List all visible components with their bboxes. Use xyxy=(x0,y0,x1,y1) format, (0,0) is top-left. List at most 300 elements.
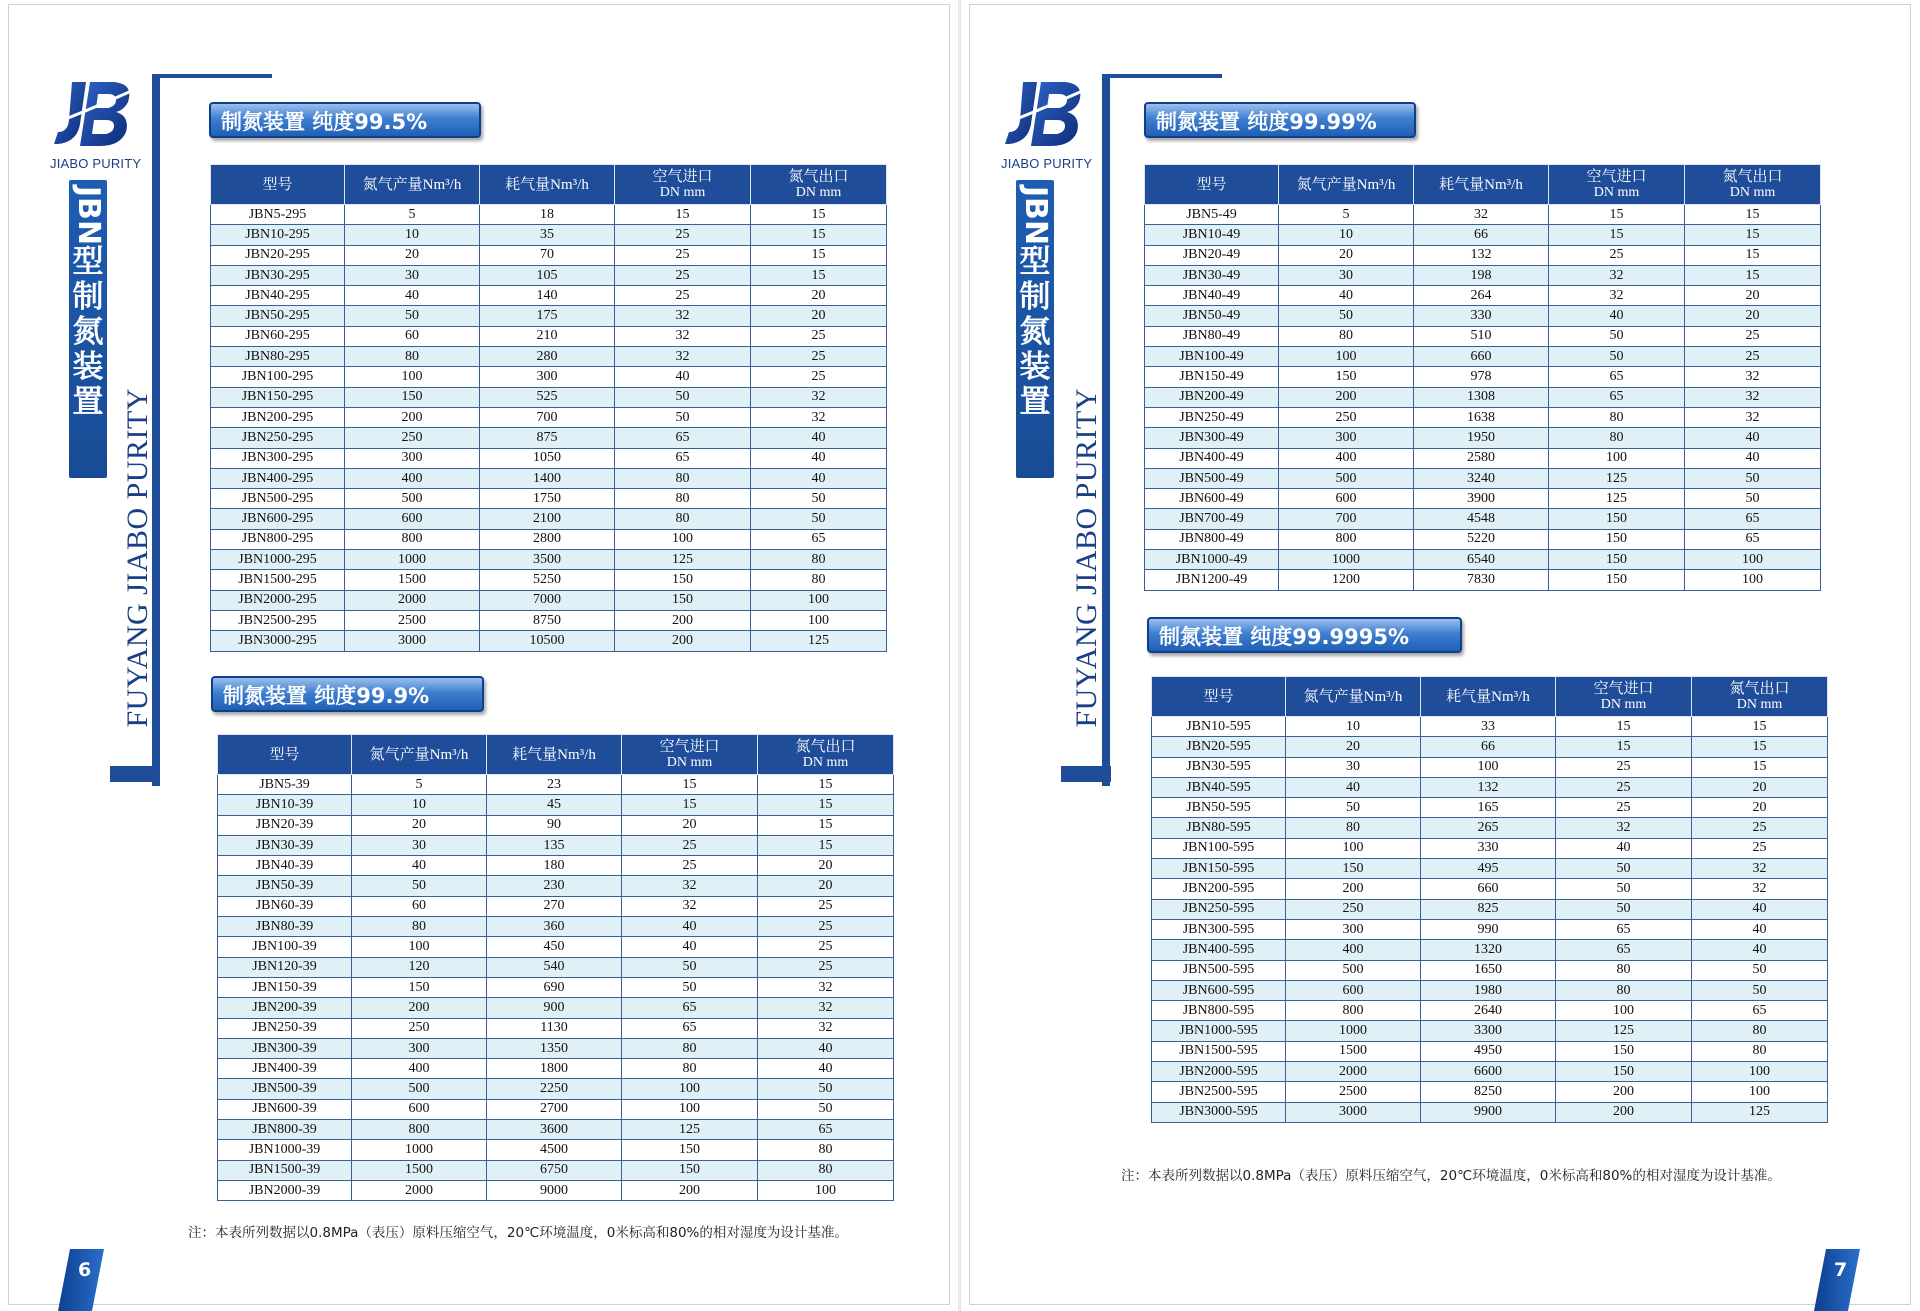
cell-n2-outlet: 32 xyxy=(1685,407,1821,427)
right-page xyxy=(961,0,1919,1311)
spec-table-99-5 xyxy=(210,164,887,652)
cell-n2-outlet: 15 xyxy=(758,795,894,815)
table-row xyxy=(1152,1082,1828,1102)
cell-model: JBN20-49 xyxy=(1145,245,1279,265)
cell-output: 800 xyxy=(352,1120,487,1140)
table-row xyxy=(211,489,887,509)
table-row xyxy=(211,448,887,468)
cell-consumption: 140 xyxy=(480,286,615,306)
cell-n2-outlet: 80 xyxy=(1692,1041,1828,1061)
cell-model: JBN700-49 xyxy=(1145,509,1279,529)
table-row xyxy=(1152,1021,1828,1041)
cell-output: 80 xyxy=(1279,326,1414,346)
table-row xyxy=(1145,428,1821,448)
cell-air-inlet: 80 xyxy=(615,509,751,529)
cell-n2-outlet: 80 xyxy=(751,550,887,570)
cell-air-inlet: 25 xyxy=(1556,777,1692,797)
cell-n2-outlet: 25 xyxy=(1692,838,1828,858)
cell-model: JBN800-49 xyxy=(1145,529,1279,549)
cell-output: 1500 xyxy=(1286,1041,1421,1061)
cell-model: JBN80-295 xyxy=(211,347,345,367)
cell-n2-outlet: 15 xyxy=(758,835,894,855)
cell-consumption: 105 xyxy=(480,265,615,285)
cell-output: 40 xyxy=(345,286,480,306)
cell-air-inlet: 80 xyxy=(1556,960,1692,980)
cell-consumption: 7830 xyxy=(1414,570,1549,590)
cell-model: JBN1000-595 xyxy=(1152,1021,1286,1041)
table-row xyxy=(211,367,887,387)
cell-n2-outlet: 32 xyxy=(751,387,887,407)
table-row xyxy=(218,795,894,815)
cell-n2-outlet: 15 xyxy=(1692,757,1828,777)
cell-n2-outlet: 40 xyxy=(1685,428,1821,448)
cell-n2-outlet: 32 xyxy=(758,1018,894,1038)
cell-output: 2000 xyxy=(345,590,480,610)
table-row xyxy=(218,1079,894,1099)
cell-n2-outlet: 65 xyxy=(1692,1001,1828,1021)
table-row xyxy=(211,509,887,529)
cell-output: 10 xyxy=(352,795,487,815)
cell-n2-outlet: 32 xyxy=(1685,367,1821,387)
table-row xyxy=(211,610,887,630)
cell-model: JBN150-595 xyxy=(1152,859,1286,879)
cell-model: JBN20-595 xyxy=(1152,737,1286,757)
table-row xyxy=(211,347,887,367)
cell-output: 500 xyxy=(1286,960,1421,980)
cell-model: JBN120-39 xyxy=(218,957,352,977)
cell-model: JBN30-295 xyxy=(211,265,345,285)
cell-model: JBN250-39 xyxy=(218,1018,352,1038)
cell-n2-outlet: 100 xyxy=(1692,1062,1828,1082)
cell-consumption: 2640 xyxy=(1421,1001,1556,1021)
cell-model: JBN100-39 xyxy=(218,937,352,957)
navy-foot xyxy=(1061,766,1111,782)
cell-model: JBN1500-295 xyxy=(211,570,345,590)
cell-n2-outlet: 15 xyxy=(1692,717,1828,737)
cell-output: 2000 xyxy=(352,1180,487,1200)
table-row xyxy=(1152,960,1828,980)
cell-consumption: 1950 xyxy=(1414,428,1549,448)
cell-output: 5 xyxy=(345,205,480,225)
spec-table-99-9 xyxy=(217,734,894,1201)
cell-output: 300 xyxy=(1286,919,1421,939)
cell-air-inlet: 32 xyxy=(622,876,758,896)
cell-air-inlet: 25 xyxy=(615,286,751,306)
cell-air-inlet: 100 xyxy=(615,529,751,549)
cell-consumption: 1638 xyxy=(1414,407,1549,427)
cell-consumption: 690 xyxy=(487,977,622,997)
cell-model: JBN100-49 xyxy=(1145,347,1279,367)
cell-air-inlet: 80 xyxy=(615,468,751,488)
table-row xyxy=(1152,717,1828,737)
cell-output: 300 xyxy=(345,448,480,468)
cell-consumption: 90 xyxy=(487,815,622,835)
cell-model: JBN2000-295 xyxy=(211,590,345,610)
cell-air-inlet: 32 xyxy=(615,347,751,367)
page-number: 6 xyxy=(78,1259,92,1281)
table-row xyxy=(1152,757,1828,777)
cell-output: 800 xyxy=(345,529,480,549)
col-n2-outlet: 氮气出口 DN mm xyxy=(1685,165,1821,205)
cell-consumption: 70 xyxy=(480,245,615,265)
cell-air-inlet: 50 xyxy=(1556,879,1692,899)
table-row xyxy=(218,937,894,957)
cell-model: JBN2500-595 xyxy=(1152,1082,1286,1102)
cell-output: 150 xyxy=(352,977,487,997)
col-air-inlet: 空气进口 DN mm xyxy=(1556,677,1692,717)
cell-model: JBN5-49 xyxy=(1145,205,1279,225)
navy-rule-top xyxy=(152,74,272,78)
cell-model: JBN800-595 xyxy=(1152,1001,1286,1021)
cell-consumption: 2580 xyxy=(1414,448,1549,468)
table-row xyxy=(1152,879,1828,899)
cell-output: 80 xyxy=(1286,818,1421,838)
cell-output: 200 xyxy=(352,998,487,1018)
cell-consumption: 10500 xyxy=(480,631,615,651)
cell-n2-outlet: 32 xyxy=(758,977,894,997)
table-row xyxy=(211,529,887,549)
cell-output: 500 xyxy=(345,489,480,509)
col-model: 型号 xyxy=(1152,677,1286,717)
cell-model: JBN300-49 xyxy=(1145,428,1279,448)
cell-consumption: 6600 xyxy=(1421,1062,1556,1082)
logo-subtitle: JIABO PURITY xyxy=(50,156,142,171)
cell-model: JBN500-49 xyxy=(1145,468,1279,488)
cell-n2-outlet: 25 xyxy=(1685,347,1821,367)
cell-model: JBN1000-39 xyxy=(218,1140,352,1160)
table-row xyxy=(211,570,887,590)
cell-model: JBN2500-295 xyxy=(211,610,345,630)
cell-air-inlet: 200 xyxy=(1556,1102,1692,1122)
cell-model: JBN200-595 xyxy=(1152,879,1286,899)
cell-output: 20 xyxy=(1279,245,1414,265)
cell-n2-outlet: 15 xyxy=(751,245,887,265)
cell-consumption: 132 xyxy=(1421,777,1556,797)
table-row xyxy=(218,977,894,997)
cell-model: JBN100-295 xyxy=(211,367,345,387)
cell-model: JBN400-595 xyxy=(1152,940,1286,960)
cell-air-inlet: 40 xyxy=(1549,306,1685,326)
cell-output: 100 xyxy=(345,367,480,387)
cell-output: 400 xyxy=(352,1059,487,1079)
cell-model: JBN80-595 xyxy=(1152,818,1286,838)
cell-consumption: 3300 xyxy=(1421,1021,1556,1041)
cell-air-inlet: 25 xyxy=(615,265,751,285)
table-row xyxy=(1145,489,1821,509)
cell-output: 200 xyxy=(1286,879,1421,899)
cell-consumption: 875 xyxy=(480,428,615,448)
cell-output: 200 xyxy=(1279,387,1414,407)
cell-n2-outlet: 50 xyxy=(751,489,887,509)
cell-air-inlet: 32 xyxy=(1549,265,1685,285)
cell-air-inlet: 50 xyxy=(1556,859,1692,879)
table-row xyxy=(218,1099,894,1119)
table-row xyxy=(218,775,894,795)
cell-n2-outlet: 25 xyxy=(751,367,887,387)
cell-output: 50 xyxy=(345,306,480,326)
cell-air-inlet: 50 xyxy=(615,407,751,427)
table-row xyxy=(218,1160,894,1180)
cell-consumption: 900 xyxy=(487,998,622,1018)
cell-n2-outlet: 20 xyxy=(1692,798,1828,818)
cell-air-inlet: 25 xyxy=(615,245,751,265)
cell-air-inlet: 15 xyxy=(615,205,751,225)
cell-model: JBN3000-595 xyxy=(1152,1102,1286,1122)
cell-model: JBN1000-295 xyxy=(211,550,345,570)
cell-air-inlet: 80 xyxy=(622,1038,758,1058)
table-row xyxy=(1152,777,1828,797)
cell-consumption: 2800 xyxy=(480,529,615,549)
table-row xyxy=(1145,286,1821,306)
cell-model: JBN500-595 xyxy=(1152,960,1286,980)
cell-model: JBN5-295 xyxy=(211,205,345,225)
cell-model: JBN250-49 xyxy=(1145,407,1279,427)
cell-n2-outlet: 50 xyxy=(751,509,887,529)
cell-consumption: 660 xyxy=(1414,347,1549,367)
cell-air-inlet: 25 xyxy=(622,835,758,855)
cell-consumption: 360 xyxy=(487,917,622,937)
cell-model: JBN500-39 xyxy=(218,1079,352,1099)
cell-n2-outlet: 40 xyxy=(751,428,887,448)
page-number: 7 xyxy=(1834,1259,1848,1281)
cell-air-inlet: 100 xyxy=(1556,1001,1692,1021)
cell-n2-outlet: 125 xyxy=(751,631,887,651)
cell-consumption: 198 xyxy=(1414,265,1549,285)
cell-air-inlet: 150 xyxy=(1556,1062,1692,1082)
table-row xyxy=(218,896,894,916)
cell-n2-outlet: 40 xyxy=(751,448,887,468)
cell-model: JBN250-595 xyxy=(1152,899,1286,919)
cell-model: JBN600-49 xyxy=(1145,489,1279,509)
cell-n2-outlet: 65 xyxy=(1685,509,1821,529)
cell-n2-outlet: 15 xyxy=(1685,205,1821,225)
cell-air-inlet: 65 xyxy=(622,998,758,1018)
col-output: 氮气产量Nm³/h xyxy=(1279,165,1414,205)
cell-consumption: 100 xyxy=(1421,757,1556,777)
table-row xyxy=(1145,205,1821,225)
cell-model: JBN300-295 xyxy=(211,448,345,468)
table-row xyxy=(1145,326,1821,346)
cell-air-inlet: 50 xyxy=(1549,326,1685,346)
section-title-99-9995: 制氮装置 纯度99.9995% xyxy=(1147,617,1462,653)
cell-air-inlet: 125 xyxy=(622,1120,758,1140)
cell-consumption: 495 xyxy=(1421,859,1556,879)
table-row xyxy=(218,1180,894,1200)
cell-output: 3000 xyxy=(1286,1102,1421,1122)
cell-output: 700 xyxy=(1279,509,1414,529)
cell-air-inlet: 150 xyxy=(1549,570,1685,590)
table-row xyxy=(211,265,887,285)
cell-air-inlet: 40 xyxy=(1556,838,1692,858)
cell-consumption: 6750 xyxy=(487,1160,622,1180)
cell-model: JBN50-39 xyxy=(218,876,352,896)
cell-model: JBN3000-295 xyxy=(211,631,345,651)
table-row xyxy=(1152,1041,1828,1061)
cell-consumption: 330 xyxy=(1421,838,1556,858)
cell-air-inlet: 200 xyxy=(615,631,751,651)
table-row xyxy=(218,917,894,937)
cell-consumption: 330 xyxy=(1414,306,1549,326)
cell-consumption: 165 xyxy=(1421,798,1556,818)
cell-air-inlet: 65 xyxy=(1549,367,1685,387)
table-row xyxy=(211,286,887,306)
table-row xyxy=(1152,737,1828,757)
cell-n2-outlet: 32 xyxy=(1692,879,1828,899)
col-model: 型号 xyxy=(211,165,345,205)
cell-n2-outlet: 20 xyxy=(1685,286,1821,306)
cell-output: 600 xyxy=(352,1099,487,1119)
cell-consumption: 978 xyxy=(1414,367,1549,387)
cell-n2-outlet: 125 xyxy=(1692,1102,1828,1122)
spec-table-99-99 xyxy=(1144,164,1821,591)
cell-n2-outlet: 15 xyxy=(758,775,894,795)
table-row xyxy=(211,225,887,245)
cell-consumption: 7000 xyxy=(480,590,615,610)
footnote: 注：本表所列数据以0.8MPa（表压）原料压缩空气，20℃环境温度，0米标高和80%的相对湿度为设计基准。 xyxy=(188,1225,848,1241)
cell-n2-outlet: 100 xyxy=(758,1180,894,1200)
cell-n2-outlet: 50 xyxy=(1692,960,1828,980)
cell-consumption: 700 xyxy=(480,407,615,427)
jb-logo-icon xyxy=(1001,74,1091,154)
cell-air-inlet: 32 xyxy=(615,306,751,326)
cell-n2-outlet: 25 xyxy=(758,957,894,977)
cell-output: 30 xyxy=(345,265,480,285)
cell-consumption: 2700 xyxy=(487,1099,622,1119)
cell-n2-outlet: 25 xyxy=(751,347,887,367)
cell-output: 600 xyxy=(1286,980,1421,1000)
cell-air-inlet: 32 xyxy=(615,326,751,346)
cell-air-inlet: 125 xyxy=(615,550,751,570)
cell-consumption: 3240 xyxy=(1414,468,1549,488)
table-row xyxy=(218,1059,894,1079)
cell-n2-outlet: 15 xyxy=(751,225,887,245)
page-number-badge xyxy=(58,1249,100,1311)
col-output: 氮气产量Nm³/h xyxy=(352,735,487,775)
cell-n2-outlet: 20 xyxy=(758,876,894,896)
cell-model: JBN40-39 xyxy=(218,856,352,876)
cell-air-inlet: 65 xyxy=(1556,940,1692,960)
cell-air-inlet: 150 xyxy=(1549,550,1685,570)
table-row xyxy=(1152,798,1828,818)
cell-consumption: 540 xyxy=(487,957,622,977)
cell-model: JBN40-295 xyxy=(211,286,345,306)
cell-air-inlet: 65 xyxy=(615,428,751,448)
cell-output: 50 xyxy=(1286,798,1421,818)
cell-output: 10 xyxy=(345,225,480,245)
cell-consumption: 23 xyxy=(487,775,622,795)
cell-air-inlet: 32 xyxy=(1549,286,1685,306)
table-row xyxy=(1145,367,1821,387)
cell-n2-outlet: 40 xyxy=(1692,919,1828,939)
cell-output: 3000 xyxy=(345,631,480,651)
cell-output: 30 xyxy=(1286,757,1421,777)
cell-output: 60 xyxy=(345,326,480,346)
cell-n2-outlet: 25 xyxy=(1685,326,1821,346)
cell-air-inlet: 50 xyxy=(1549,347,1685,367)
table-row xyxy=(218,835,894,855)
cell-output: 1000 xyxy=(345,550,480,570)
col-air-inlet: 空气进口 DN mm xyxy=(622,735,758,775)
cell-consumption: 3500 xyxy=(480,550,615,570)
cell-output: 150 xyxy=(1279,367,1414,387)
cell-n2-outlet: 50 xyxy=(758,1099,894,1119)
cell-model: JBN10-49 xyxy=(1145,225,1279,245)
cell-air-inlet: 100 xyxy=(622,1099,758,1119)
cell-consumption: 1320 xyxy=(1421,940,1556,960)
cell-air-inlet: 150 xyxy=(615,570,751,590)
cell-air-inlet: 50 xyxy=(622,957,758,977)
cell-model: JBN1000-49 xyxy=(1145,550,1279,570)
cell-output: 250 xyxy=(345,428,480,448)
cell-air-inlet: 80 xyxy=(1549,428,1685,448)
table-row xyxy=(1145,570,1821,590)
table-row xyxy=(1145,468,1821,488)
table-row xyxy=(1152,1102,1828,1122)
cell-output: 1500 xyxy=(345,570,480,590)
cell-n2-outlet: 100 xyxy=(1685,570,1821,590)
cell-output: 50 xyxy=(352,876,487,896)
col-air-inlet: 空气进口 DN mm xyxy=(1549,165,1685,205)
cell-output: 30 xyxy=(1279,265,1414,285)
side-brand-text: FUYANG JIABO PURITY xyxy=(1070,388,1103,728)
cell-air-inlet: 65 xyxy=(622,1018,758,1038)
cell-output: 1000 xyxy=(1279,550,1414,570)
cell-n2-outlet: 15 xyxy=(1685,225,1821,245)
cell-air-inlet: 200 xyxy=(1556,1082,1692,1102)
cell-model: JBN800-295 xyxy=(211,529,345,549)
table-row xyxy=(1152,1001,1828,1021)
logo-subtitle: JIABO PURITY xyxy=(1001,156,1093,171)
cell-n2-outlet: 40 xyxy=(1692,899,1828,919)
col-consumption: 耗气量Nm³/h xyxy=(1414,165,1549,205)
cell-consumption: 825 xyxy=(1421,899,1556,919)
table-row xyxy=(1145,347,1821,367)
side-brand-text: FUYANG JIABO PURITY xyxy=(121,388,154,728)
cell-air-inlet: 15 xyxy=(1556,717,1692,737)
cell-n2-outlet: 40 xyxy=(1685,448,1821,468)
cell-model: JBN150-49 xyxy=(1145,367,1279,387)
cell-air-inlet: 40 xyxy=(615,367,751,387)
col-consumption: 耗气量Nm³/h xyxy=(480,165,615,205)
cell-air-inlet: 15 xyxy=(1549,205,1685,225)
cell-consumption: 1308 xyxy=(1414,387,1549,407)
cell-model: JBN400-39 xyxy=(218,1059,352,1079)
col-model: 型号 xyxy=(1145,165,1279,205)
cell-air-inlet: 125 xyxy=(1556,1021,1692,1041)
cell-model: JBN400-295 xyxy=(211,468,345,488)
cell-consumption: 35 xyxy=(480,225,615,245)
cell-air-inlet: 65 xyxy=(615,448,751,468)
col-n2-outlet: 氮气出口 DN mm xyxy=(758,735,894,775)
table-row xyxy=(1152,818,1828,838)
vertical-title-band xyxy=(1016,180,1054,478)
cell-output: 10 xyxy=(1286,717,1421,737)
cell-n2-outlet: 15 xyxy=(1692,737,1828,757)
cell-output: 300 xyxy=(1279,428,1414,448)
cell-consumption: 1750 xyxy=(480,489,615,509)
cell-n2-outlet: 100 xyxy=(751,610,887,630)
cell-n2-outlet: 20 xyxy=(751,306,887,326)
cell-n2-outlet: 32 xyxy=(751,407,887,427)
cell-consumption: 2100 xyxy=(480,509,615,529)
cell-output: 120 xyxy=(352,957,487,977)
cell-model: JBN600-39 xyxy=(218,1099,352,1119)
page-number-badge xyxy=(1814,1249,1856,1311)
cell-air-inlet: 50 xyxy=(1556,899,1692,919)
cell-model: JBN100-595 xyxy=(1152,838,1286,858)
cell-n2-outlet: 40 xyxy=(758,1038,894,1058)
cell-air-inlet: 100 xyxy=(622,1079,758,1099)
